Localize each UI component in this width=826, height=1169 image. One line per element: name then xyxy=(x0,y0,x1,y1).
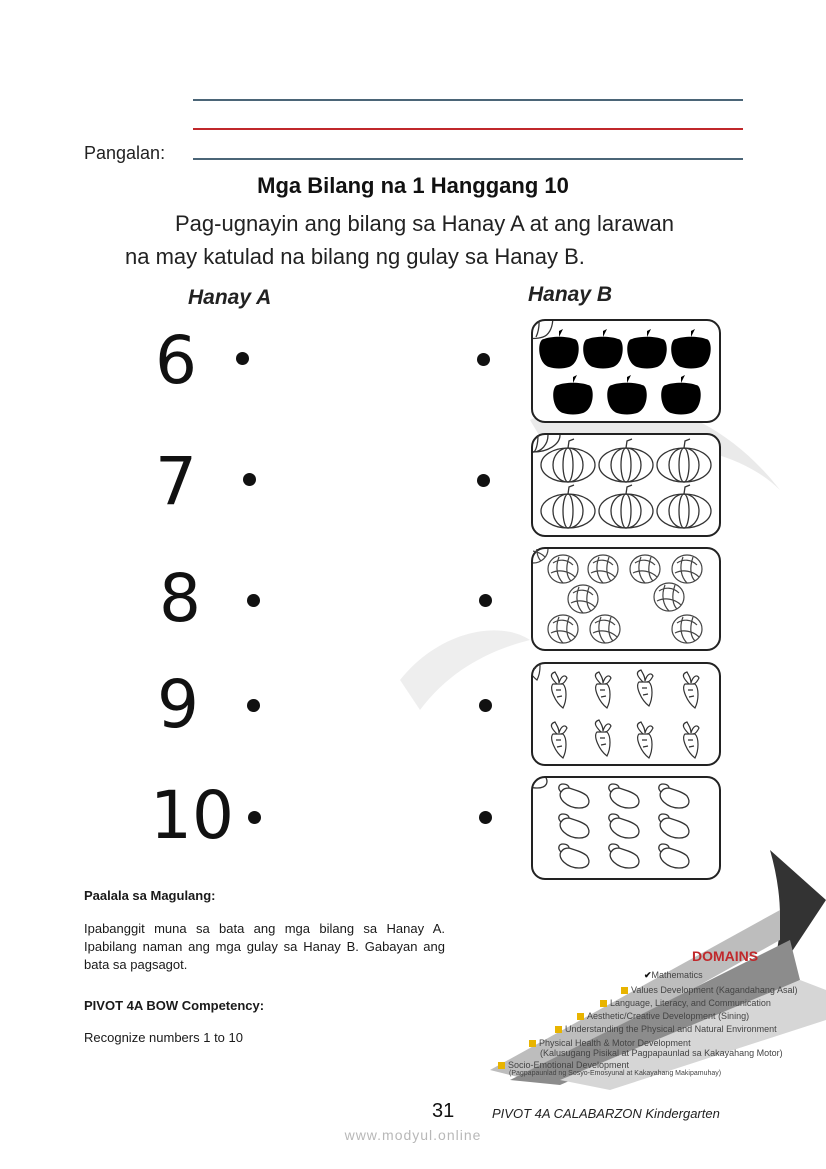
writing-line-bottom[interactable] xyxy=(193,158,743,160)
domain-aesthetic: Aesthetic/Creative Development (Sining) xyxy=(577,1011,749,1021)
dot-b-cabbage[interactable] xyxy=(479,594,492,607)
pumpkin-icons xyxy=(533,435,719,535)
number-7: 7 xyxy=(155,443,197,520)
dot-a-9[interactable] xyxy=(247,699,260,712)
number-8: 8 xyxy=(159,560,201,637)
instruction-line-1: Pag-ugnayin ang bilang sa Hanay A at ang larawan xyxy=(175,211,675,236)
square-bullet-icon xyxy=(555,1026,562,1033)
instruction-line-2: na may katulad na bilang ng gulay sa Hanay B. xyxy=(125,244,585,269)
box-carrots xyxy=(531,662,721,766)
hanay-a-label: Hanay A xyxy=(188,286,272,309)
square-bullet-icon xyxy=(498,1062,505,1069)
writing-line-middle xyxy=(193,128,743,130)
square-bullet-icon xyxy=(577,1013,584,1020)
parent-note-title: Paalala sa Magulang: xyxy=(84,888,216,903)
eggplant-icons xyxy=(533,778,719,878)
dot-a-7[interactable] xyxy=(243,473,256,486)
domain-mathematics: ✔Mathematics xyxy=(644,970,703,980)
number-10: 10 xyxy=(150,777,234,854)
name-label: Pangalan: xyxy=(84,143,166,163)
hanay-b-label: Hanay B xyxy=(528,283,613,306)
competency-text: Recognize numbers 1 to 10 xyxy=(84,1030,243,1045)
box-eggplants xyxy=(531,776,721,880)
publication-name: PIVOT 4A CALABARZON Kindergarten xyxy=(492,1106,720,1121)
dot-a-10[interactable] xyxy=(248,811,261,824)
domain-values: Values Development (Kagandahang Asal) xyxy=(621,985,797,995)
dot-b-pepper[interactable] xyxy=(477,353,490,366)
cabbage-icons xyxy=(533,549,719,649)
dot-a-8[interactable] xyxy=(247,594,260,607)
dot-a-6[interactable] xyxy=(236,352,249,365)
check-icon: ✔ xyxy=(644,970,652,980)
domain-language: Language, Literacy, and Communication xyxy=(600,998,771,1008)
number-6: 6 xyxy=(155,322,197,399)
domains-title: DOMAINS xyxy=(692,948,759,964)
writing-line-top xyxy=(193,99,743,101)
page-title: Mga Bilang na 1 Hanggang 10 xyxy=(257,173,569,198)
watermark: www.modyul.online xyxy=(344,1127,482,1143)
box-cabbages xyxy=(531,547,721,651)
dot-b-pumpkin[interactable] xyxy=(477,474,490,487)
domain-physical-sub: (Kalusugang Pisikal at Pagpapaunlad sa Kakayahang Motor) xyxy=(540,1048,783,1058)
domain-socio: Socio-Emotional Development xyxy=(498,1060,629,1070)
domain-environment: Understanding the Physical and Natural Environment xyxy=(555,1024,777,1034)
domain-socio-sub: (Pagpapaunlad ng Sosyo-Emosyunal at Kakayahang Makipamuhay) xyxy=(509,1070,722,1077)
box-pumpkins xyxy=(531,433,721,537)
competency-title: PIVOT 4A BOW Competency: xyxy=(84,998,265,1013)
bell-pepper-icons xyxy=(533,321,719,421)
number-9: 9 xyxy=(157,666,199,743)
domain-physical: Physical Health & Motor Development xyxy=(529,1038,691,1048)
parent-note-text: Ipabanggit muna sa bata ang mga bilang sa Hanay A. Ipabilang naman ang mga gulay sa Hanay B. Gabayan ang bata sa pagsagot. xyxy=(84,921,445,972)
page-number: 31 xyxy=(432,1100,455,1122)
box-bell-peppers xyxy=(531,319,721,423)
dot-b-eggplant[interactable] xyxy=(479,811,492,824)
square-bullet-icon xyxy=(529,1040,536,1047)
dot-b-carrot[interactable] xyxy=(479,699,492,712)
square-bullet-icon xyxy=(621,987,628,994)
square-bullet-icon xyxy=(600,1000,607,1007)
carrot-icons xyxy=(533,664,719,764)
